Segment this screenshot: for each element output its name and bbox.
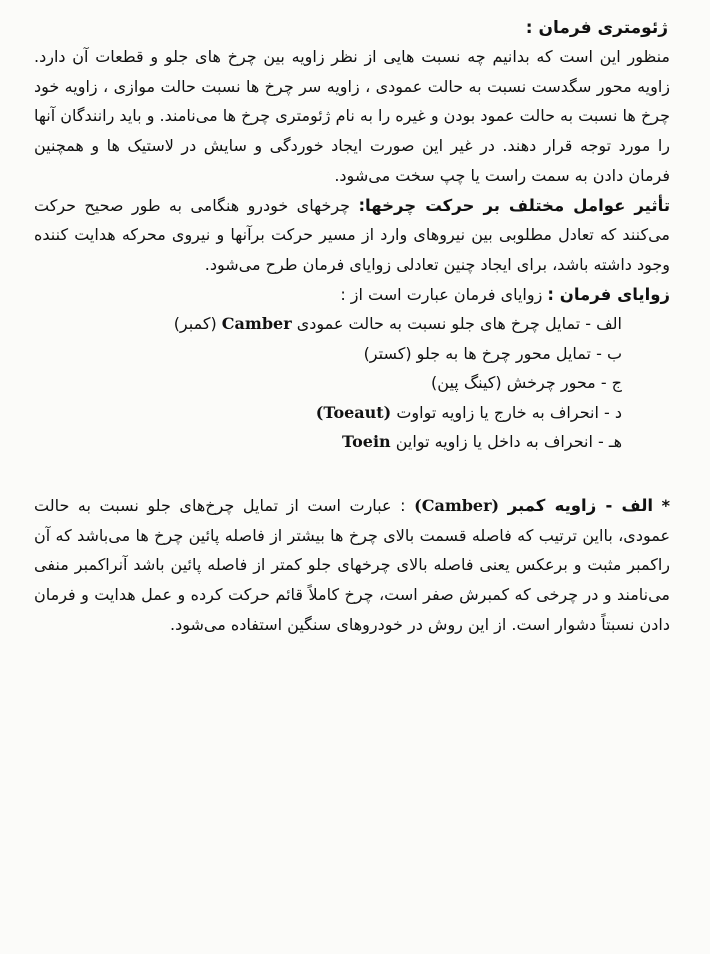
geometry-paragraph: منظور این است که بدانیم چه نسبت هایی از نظر زاویه بین چرخ های جلو و قطعات آن دارد. زاویه محور سگدست نسبت به حالت عمودی ، زاویه سر چرخ ها نسبت حالت موازی ، زاویه خود چرخ ها نسبت به حالت عمود بودن و غیره را به نام ژئومتری چرخ ها می‌نامند. و باید رانندگان آنها را مورد توجه قرار دهند. در غیر این صورت ایجاد خوردگی و سایش در لاستیک ها و همچنین فرمان دادن به سمت راست یا چپ سخت می‌شود. [34, 47, 670, 185]
factors-body: چرخهای خودرو هنگامی به طور صحیح حرکت می‌کنند که تعادل مطلوبی بین نیروهای وارد از مسیر حرکت برآنها و نیروی محرکه هدایت کننده وجود داشته باشد، برای ایجاد چنین تعادلی زوایای فرمان طرح می‌شود. [34, 195, 670, 274]
factors-paragraph [34, 191, 670, 280]
asterisk-marker: * [661, 495, 671, 515]
list-item: د - انحراف به خارج یا زاویه تواوت (Toeaut) [315, 402, 622, 422]
camber-body: عبارت است از تمایل چرخ‌های جلو نسبت به حالت عمودی، بااین ترتیب که فاصله قسمت بالای چرخ ها بیشتر از فاصله پائین چرخ ها می‌باشد که آن راکمبر مثبت و برعکس یعنی فاصله بالای چرخهای جلو کمتر از فاصله پائین باشد آنراکمبر منفی می‌نامند و در چرخی که کمبرش صفر است، چرخ کاملاً قائم حرکت کرده و عمل هدایت و فرمان دادن نسبتاً دشوار است. از این روش در خودروهای سنگین استفاده می‌شود. [34, 495, 670, 634]
camber-paragraph [34, 491, 670, 640]
angles-intro-line [34, 280, 670, 310]
list-item: الف - تمایل چرخ های جلو نسبت به حالت عمودی Camber (کمبر) [173, 314, 622, 334]
factors-heading: تأثیر عوامل مختلف بر حرکت چرخها: [358, 195, 671, 215]
angles-intro: زوایای فرمان عبارت است از : [340, 284, 543, 304]
camber-heading-latin: (Camber) [414, 495, 500, 515]
list-item: هـ - انحراف به داخل یا زاویه تواین Toein [342, 432, 622, 452]
list-item: ج - محور چرخش (کینگ پین) [431, 373, 622, 393]
angles-heading: زوایای فرمان : [547, 284, 670, 304]
camber-colon: : [400, 495, 406, 515]
section-spacer [34, 457, 670, 491]
angles-list [34, 309, 670, 457]
camber-heading: الف - زاویه کمبر [507, 495, 654, 515]
geometry-heading: ژئومتری فرمان : [525, 18, 668, 38]
list-item: ب - تمایل محور چرخ ها به جلو (کستر) [363, 343, 622, 363]
